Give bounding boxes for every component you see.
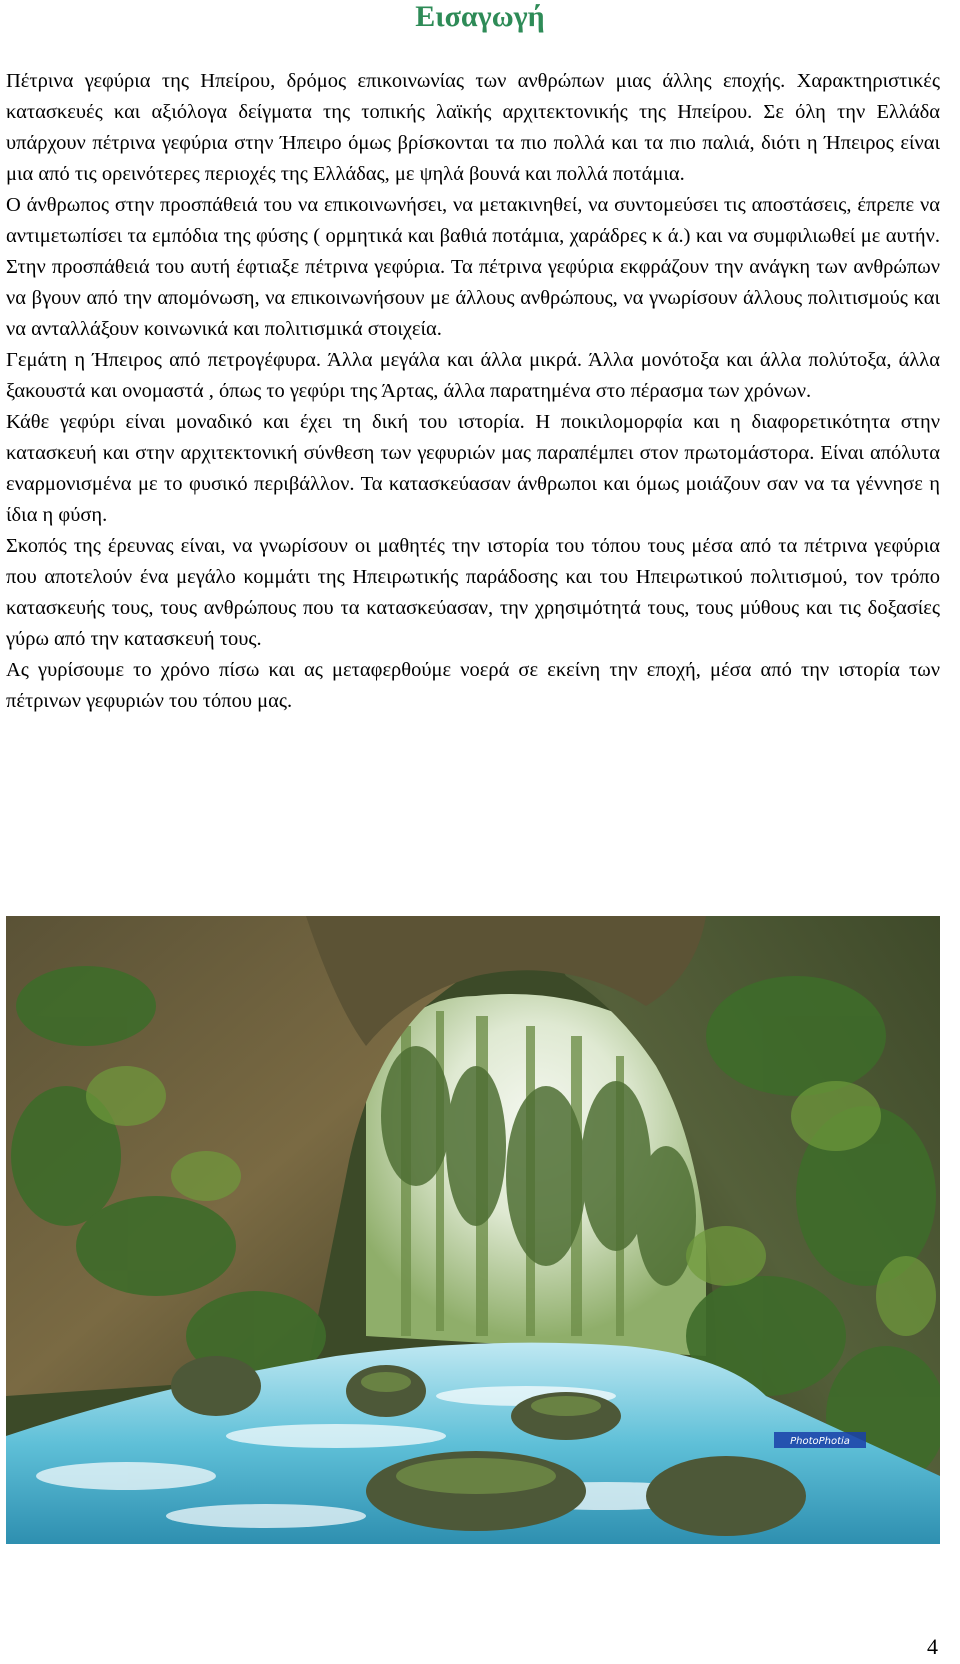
page-number: 4 bbox=[927, 1634, 938, 1659]
paragraph-1: Πέτρινα γεφύρια της Ηπείρου, δρόμος επικοινωνίας των ανθρώπων μιας άλλης εποχής. Χαρακτηριστικές κατασκευές και αξιόλογα δείγματα της τοπικής λαϊκής αρχιτεκτονικής της Ηπείρου. Σε όλη την Ελλάδα υπάρχουν πέτρινα γεφύρια στην Ήπειρο όμως βρίσκονται τα πιο πολλά και τα πιο παλιά, διότι η Ήπειρος είναι μια από τις ορεινότερες περιοχές της Ελλάδας, με ψηλά βουνά και πολλά ποτάμια. bbox=[6, 70, 940, 185]
paragraph-3: Γεμάτη η Ήπειρος από πετρογέφυρα. Άλλα μεγάλα και άλλα μικρά. Άλλα μονότοξα και άλλα πολύτοξα, άλλα ξακουστά και ονομαστά , όπως το γεφύρι της Άρτας, άλλα παρατημένα στο πέρασμα των χρόνων. bbox=[6, 349, 940, 402]
stone-arch-river-photo bbox=[6, 916, 940, 1544]
photo-watermark bbox=[774, 1432, 866, 1448]
photo-illustration bbox=[6, 916, 940, 1544]
paragraph-2: Ο άνθρωπος στην προσπάθειά του να επικοινωνήσει, να μετακινηθεί, να συντομεύσει τις αποστάσεις, έπρεπε να αντιμετωπίσει τα εμπόδια της φύσης ( ορμητικά και βαθιά ποτάμια, χαράδρες κ ά.) και να συμφιλιωθεί με αυτήν. Στην προσπάθειά του αυτή έφτιαξε πέτρινα γεφύρια. Τα πέτρινα γεφύρια εκφράζουν την ανάγκη των ανθρώπων να βγουν από την απομόνωση, να επικοινωνήσουν με άλλους ανθρώπους, να γνωρίσουν άλλους πολιτισμούς και να ανταλλάξουν κοινωνικά και πολιτισμικά στοιχεία. bbox=[6, 194, 940, 340]
paragraph-6: Ας γυρίσουμε το χρόνο πίσω και ας μεταφερθούμε νοερά σε εκείνη την εποχή, μέσα από την ιστορία των πέτρινων γεφυριών του τόπου μας. bbox=[6, 659, 940, 712]
body-text bbox=[6, 66, 940, 717]
svg-text:PhotoPhotia: PhotoPhotia bbox=[790, 1436, 850, 1447]
paragraph-4: Κάθε γεφύρι είναι μοναδικό και έχει τη δική του ιστορία. Η ποικιλομορφία και η διαφορετικότητα στην κατασκευή και στην αρχιτεκτονική σύνθεση των γεφυριών μας παραπέμπει στον πρωτομάστορα. Είναι απόλυτα εναρμονισμένα με το φυσικό περιβάλλον. Τα κατασκεύασαν άνθρωποι και όμως μοιάζουν σαν να τα γέννησε η ίδια η φύση. bbox=[6, 411, 940, 526]
paragraph-5: Σκοπός της έρευνας είναι, να γνωρίσουν οι μαθητές την ιστορία του τόπου τους μέσα από τα πέτρινα γεφύρια που αποτελούν ένα μεγάλο κομμάτι της Ηπειρωτικής παράδοσης και του Ηπειρωτικού πολιτισμού, τον τρόπο κατασκευής τους, τους ανθρώπους που τα κατασκεύασαν, την χρησιμότητά τους, τους μύθους και τις δοξασίες γύρω από την κατασκευή τους. bbox=[6, 535, 940, 650]
page-title: Εισαγωγή bbox=[415, 0, 545, 33]
